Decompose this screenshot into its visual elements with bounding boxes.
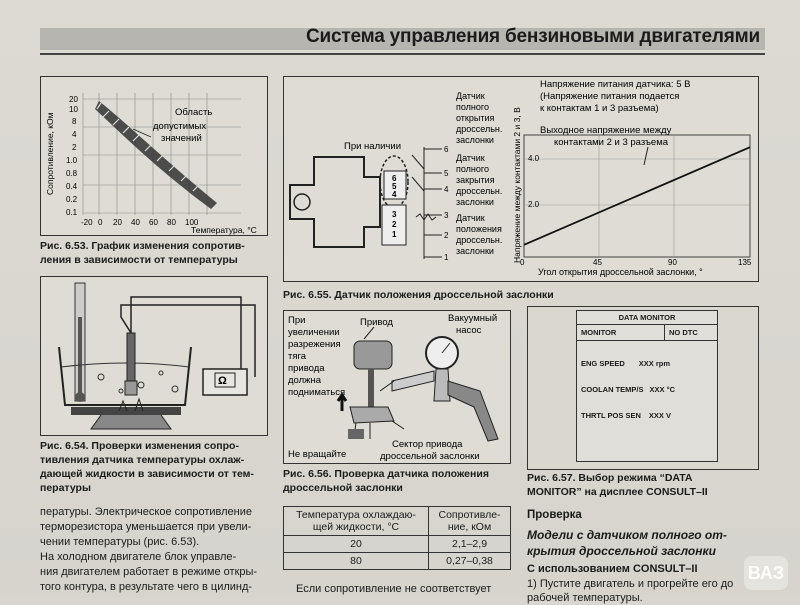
- fig56-label: привода: [288, 363, 325, 374]
- fig56-norotate-label: Не вращайте: [288, 449, 347, 460]
- section-subheading: Модели с датчиком полного от- крытия дроссельной заслонки: [527, 528, 727, 558]
- fig55-xtick: 90: [668, 258, 677, 267]
- dm-col-nodtc: NO DTC: [669, 328, 698, 337]
- fig53-area-label-3: значений: [161, 133, 202, 144]
- fig53-xtick: 0: [98, 218, 103, 227]
- fig54-illustration: [41, 277, 267, 435]
- fig56-label: должна: [288, 375, 322, 386]
- conn-pin: 6: [392, 174, 397, 183]
- fig55-label: Датчик: [456, 91, 485, 101]
- body-line: терморезистора уменьшается при увели-: [40, 521, 252, 533]
- table-cell: 2,1–2,9: [429, 536, 511, 553]
- fig56-drive-label: Привод: [360, 317, 393, 328]
- fig53-area-label-2: допустимых: [153, 121, 207, 132]
- fig55-present-label: При наличии: [344, 141, 401, 152]
- table-header-cell: Сопротивле- ние, кОм: [429, 507, 511, 536]
- fig53-ytick: 10: [69, 105, 78, 114]
- fig55-supply: (Напряжение питания подается: [540, 91, 680, 102]
- table-row: [284, 536, 511, 553]
- fig53-xtick: 20: [113, 218, 122, 227]
- table-header-cell: Температура охлаждаю- щей жидкости, °С: [284, 507, 429, 536]
- fig55-ytick: 0: [520, 258, 525, 267]
- pin-label: 1: [444, 253, 449, 262]
- fig55-label: дроссельн.: [456, 186, 503, 196]
- fig53-ytick: 0.4: [66, 182, 78, 191]
- fig55-xtick: 135: [738, 258, 752, 267]
- fig53-xlabel: Температура, °С: [191, 225, 257, 235]
- table-header-row: [284, 507, 511, 536]
- fig55-ylabel: Напряжение между контактами 2 и 3, В: [512, 107, 522, 263]
- fig56-box: [283, 310, 511, 464]
- fig53-ylabel: Сопротивление, кОм: [45, 112, 55, 195]
- fig55-ytick: 2.0: [528, 200, 540, 209]
- fig53-ytick: 1.0: [66, 156, 78, 165]
- fig56-label: разрежения: [288, 339, 341, 350]
- header-rule: [40, 53, 765, 55]
- fig56-label: При: [288, 315, 306, 326]
- body-line: чении температуры (рис. 6.53).: [40, 536, 200, 548]
- watermark-logo: ВАЗ: [744, 556, 788, 590]
- table-row: [284, 553, 511, 570]
- fig53-ytick: 8: [72, 117, 77, 126]
- fig53-caption: Рис. 6.53. График изменения сопротив-ления в зависимости от температуры: [40, 240, 245, 266]
- body-left: [40, 505, 270, 595]
- fig56-label: увеличении: [288, 327, 340, 338]
- body-right: [527, 507, 767, 605]
- fig54-caption: Рис. 6.54. Проверки изменения сопро- тивления датчика температуры охлаж- дающей жидкости в зависимости от тем- пературы: [40, 440, 254, 494]
- dm-row: THRTL POS SEN XXX V: [581, 411, 671, 420]
- using-consult: С использованием CONSULT–II: [527, 563, 698, 575]
- pin-label: 6: [444, 145, 449, 154]
- fig56-sector-label: дроссельной заслонки: [380, 451, 480, 462]
- fig55-label: Датчик: [456, 213, 485, 223]
- fig55-label: заслонки: [456, 197, 494, 207]
- fig55-label: дроссельн.: [456, 124, 503, 134]
- fig55-supply: Напряжение питания датчика: 5 В: [540, 79, 691, 90]
- fig55-label: полного: [456, 164, 489, 174]
- fig55-label: заслонки: [456, 135, 494, 145]
- fig55-xtick: 45: [593, 258, 602, 267]
- resistance-table: [283, 506, 511, 570]
- fig53-ytick: 2: [72, 143, 77, 152]
- fig53-ytick: 0.2: [66, 195, 78, 204]
- fig55-label: закрытия: [456, 175, 495, 185]
- fig55-xlabel: Угол открытия дроссельной заслонки, °: [538, 267, 703, 277]
- table-cell: 0,27–0,38: [429, 553, 511, 570]
- fig53-ytick: 0.1: [66, 208, 78, 217]
- conn-pin: 2: [392, 220, 397, 229]
- data-monitor-screen: [576, 310, 718, 462]
- fig55-supply: к контактам 1 и 3 разъема): [540, 103, 659, 114]
- pin-label: 5: [444, 169, 449, 178]
- fig56-illustration: [284, 311, 510, 463]
- dm-row: COOLAN TEMP/S XXX °C: [581, 385, 676, 394]
- pin-label: 3: [444, 211, 449, 220]
- fig57-caption: Рис. 6.57. Выбор режима “DATA MONITOR” на дисплее CONSULT–II: [527, 472, 708, 498]
- fig53-ytick: 20: [69, 95, 78, 104]
- dm-title: DATA MONITOR: [577, 311, 717, 325]
- table-cell: 80: [284, 553, 429, 570]
- fig55-label: открытия: [456, 113, 495, 123]
- conn-pin: 3: [392, 210, 397, 219]
- fig55-series-line: [524, 147, 750, 245]
- fig55-caption: Рис. 6.55. Датчик положения дроссельной заслонки: [283, 289, 554, 301]
- fig55-output: контактами 2 и 3 разъема: [554, 137, 669, 148]
- fig55-output: Выходное напряжение между: [540, 125, 672, 136]
- step-1: 1) Пустите двигатель и прогрейте его до рабочей температуры.: [527, 578, 734, 604]
- fig55-box: [283, 76, 759, 282]
- fig53-xtick: 100: [185, 218, 199, 227]
- conn-pin: 1: [392, 230, 397, 239]
- fig53-xtick: -20: [81, 218, 93, 227]
- fig55-label: Датчик: [456, 153, 485, 163]
- fig55-ytick: 4.0: [528, 154, 540, 163]
- table-cell: 20: [284, 536, 429, 553]
- fig56-label: тяга: [288, 351, 307, 362]
- conn-pin: 4: [392, 190, 397, 199]
- fig56-label: подниматься: [288, 387, 346, 398]
- fig55-label: дроссельн.: [456, 235, 503, 245]
- ohmmeter-symbol: Ω: [218, 375, 227, 387]
- fig55-label: заслонки: [456, 246, 494, 256]
- dm-col-monitor: MONITOR: [577, 325, 665, 340]
- body-line: того контура, в результате чего в цилинд-: [40, 581, 253, 593]
- fig55-chart: [512, 79, 752, 277]
- fig53-xtick: 40: [131, 218, 140, 227]
- conn-pin: 5: [392, 182, 397, 191]
- fig56-pump-label: Вакуумный: [448, 313, 498, 324]
- fig55-illustration: [284, 77, 758, 281]
- fig53-area-label-1: Область: [175, 107, 213, 118]
- fig55-label: положения: [456, 224, 502, 234]
- pin-label: 4: [444, 185, 449, 194]
- fig53-xtick: 60: [149, 218, 158, 227]
- fig53-ytick: 4: [72, 130, 77, 139]
- body-line: На холодном двигателе блок управле-: [40, 551, 237, 563]
- fig54-box: [40, 276, 268, 436]
- table-below-text: Если сопротивление не соответствует: [296, 583, 492, 595]
- fig53-box: [40, 76, 268, 236]
- fig56-pump-label: насос: [456, 325, 482, 336]
- body-line: пературы. Электрическое сопротивление: [40, 506, 252, 518]
- fig53-ytick: 0.8: [66, 169, 78, 178]
- fig53-xtick: 80: [167, 218, 176, 227]
- fig55-label: полного: [456, 102, 489, 112]
- fig56-sector-label: Сектор привода: [392, 439, 463, 450]
- section-heading: Проверка: [527, 509, 582, 521]
- fig56-caption: Рис. 6.56. Проверка датчика положения дроссельной заслонки: [283, 468, 489, 494]
- page-title: Система управления бензиновыми двигателями: [306, 26, 760, 47]
- dm-row: ENG SPEED XXX rpm: [581, 359, 671, 368]
- body-line: ния двигателем работает в режиме откры-: [40, 566, 258, 578]
- fig53-graph: [41, 77, 267, 235]
- pin-label: 2: [444, 231, 449, 240]
